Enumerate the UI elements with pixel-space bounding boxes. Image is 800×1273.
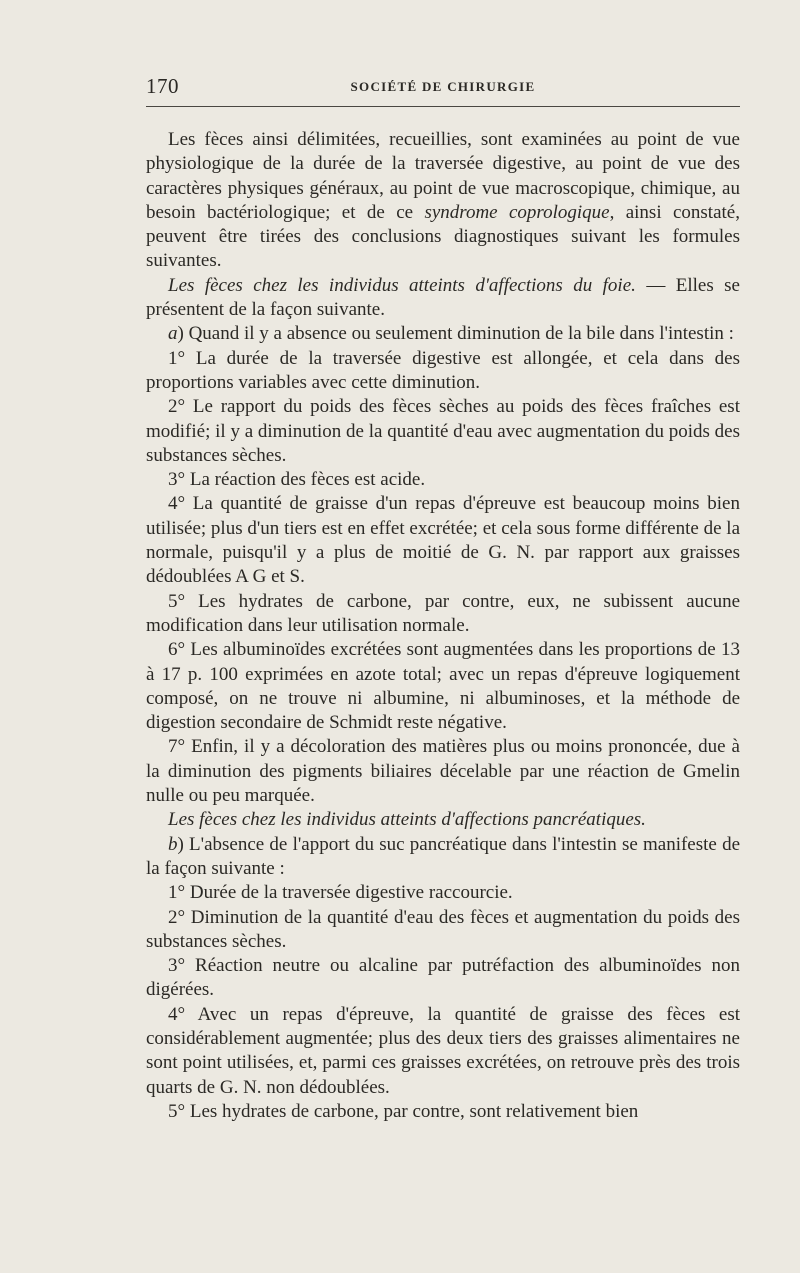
list-item: 6° Les albuminoïdes excrétées sont augmentées dans les proportions de 13 à 17 p. 100 exprimées en azote total; avec un repas d'épreuve logiquement composé, on ne trouve ni albumine, ni albuminoses, et la méthode de digestion secondaire de Schmidt reste négative. bbox=[146, 639, 740, 734]
body-text bbox=[146, 128, 740, 1124]
list-item: 2° Le rapport du poids des fèces sèches au poids des fèces fraîches est modifié; il y a diminution de la quantité d'eau avec augmentation du poids des substances sèches. bbox=[146, 396, 740, 466]
list-item: 2° Diminution de la quantité d'eau des fèces et augmentation du poids des substances sèches. bbox=[146, 906, 740, 952]
list-item: 5° Les hydrates de carbone, par contre, eux, ne subissent aucune modification dans leur utilisation normale. bbox=[146, 590, 740, 636]
page-number: 170 bbox=[146, 74, 179, 98]
running-title: SOCIÉTÉ DE CHIRURGIE bbox=[350, 79, 536, 94]
paragraph-intro: Les fèces ainsi délimitées, recueillies, sont examinées au point de vue physiologique de la durée de la traversée digestive, au point de vue des caractères physiques généraux, au point de vue macroscopique, chimique, au besoin bactériologique; et de ce syndrome coprologique, ainsi constaté, peuvent être tirées des conclusions diagnostiques suivant les formules suivantes. bbox=[146, 129, 740, 272]
list-item: 3° Réaction neutre ou alcaline par putréfaction des albuminoïdes non digérées. bbox=[146, 955, 740, 1001]
list-item: 5° Les hydrates de carbone, par contre, sont relativement bien bbox=[168, 1100, 639, 1122]
subsection-a: a) Quand il y a absence ou seulement diminution de la bile dans l'intestin : bbox=[168, 323, 734, 345]
section-heading-liver: Les fèces chez les individus atteints d'affections du foie. — Elles se présentent de la façon suivante. bbox=[146, 274, 740, 321]
list-item: 3° La réaction des fèces est acide. bbox=[168, 469, 426, 491]
list-item: 1° La durée de la traversée digestive est allongée, et cela dans des proportions variables avec cette diminution. bbox=[146, 347, 740, 393]
header-rule bbox=[146, 106, 740, 107]
page-header bbox=[146, 74, 740, 106]
list-item: 7° Enfin, il y a décoloration des matières plus ou moins prononcée, due à la diminution des pigments biliaires décelable par une réaction de Gmelin nulle ou peu marquée. bbox=[146, 736, 740, 807]
list-item: 1° Durée de la traversée digestive raccourcie. bbox=[168, 882, 513, 904]
list-item: 4° Avec un repas d'épreuve, la quantité de graisse des fèces est considérablement augmentée; plus des deux tiers des graisses alimentaires ne sont point utilisées, et, parmi ces graisses excrétées, on retrouve près des trois quarts de G. N. non dédoublées. bbox=[146, 1003, 740, 1098]
section-heading-pancreas: Les fèces chez les individus atteints d'affections pancréatiques. bbox=[168, 809, 646, 831]
list-item: 4° La quantité de graisse d'un repas d'épreuve est beaucoup moins bien utilisée; plus d'un tiers est en effet excrétée; et cela sous forme différente de la normale, puisqu'il y a plus de moitié de G. N. par rapport aux graisses dédoublées A G et S. bbox=[146, 493, 740, 588]
subsection-b: b) L'absence de l'apport du suc pancréatique dans l'intestin se manifeste de la façon suivante : bbox=[146, 833, 740, 879]
